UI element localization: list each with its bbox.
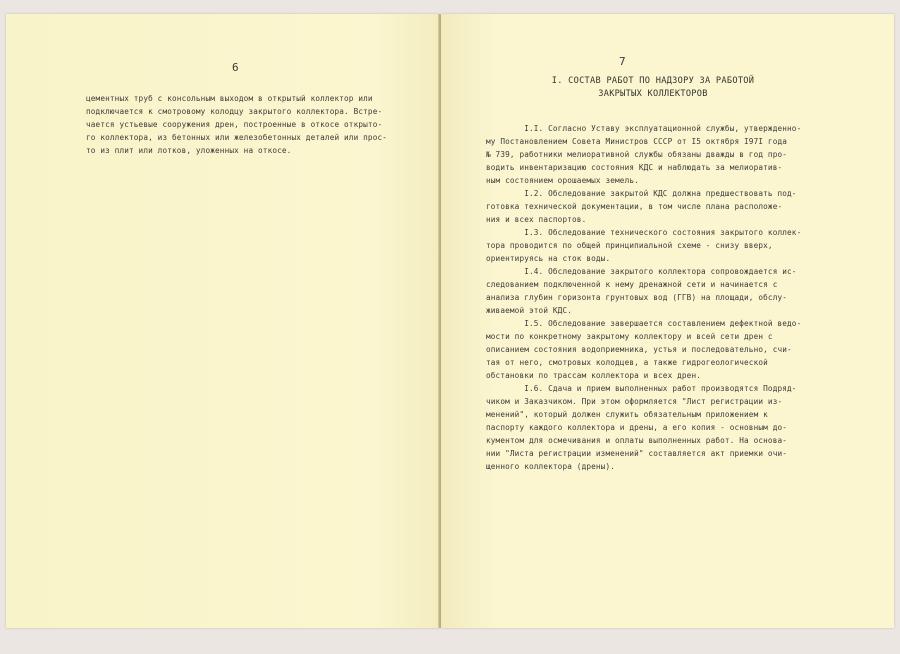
page-number-right: 7 <box>619 55 626 68</box>
section-heading-line-2: ЗАКРЫТЫХ КОЛЛЕКТОРОВ <box>598 89 708 99</box>
page-number-left: 6 <box>232 61 239 74</box>
left-page <box>6 14 439 628</box>
right-page-body-text: I.I. Согласно Уставу эксплуатационной службы, утвержденно- му Постановлением Совета Министров СССР от I5 октября I97I года № 739, работники мелиоративной службы обязаны дважды в год про- водить инвентаризацию состояния КДС и наблюдать за мелиоратив- ным состоянием орошаемых земель. I.2. Обследование закрытой КДС должна предшествовать под- готовка технической документации, в том числе плана расположе- ния и всех паспортов. I.3. Обследование технического состояния закрытого коллек- тора проводится по общей принципиальной схеме - снизу вверх, ориентируясь на сток воды. I.4. Обследование закрытого коллектора сопровождается ис- следованием подключенной к нему дренажной сети и начинается с анализа глубин горизонта грунтовых вод (ГГВ) на площади, обслу- живаемой этой КДС. I.5. Обследование завершается составлением дефектной ведо- мости по конкретному закрытому коллектору и всей сети дрен с описанием состояния водоприемника, устья и последовательно, счи- тая от него, смотровых колодцев, а также гидрогеологической обстановки по трассам коллектора и всех дрен. I.6. Сдача и прием выполненных работ производятся Подряд- чиком и Заказчиком. При этом оформляется "Лист регистрации из- менений", который должен служить обязательным приложением к паспорту каждого коллектора и дрены, а его копия - основным до- кументом для осмечивания и оплаты выполненных работ. На основа- нии "Листа регистрации изменений" составляется акт приемки очи- щенного коллектора (дрены). <box>486 124 802 471</box>
left-page-body-text: цементных труб с консольным выходом в открытый коллектор или подключается к смотровому колодцу закрытого коллектора. Встре- чается устьевые сооружения дрен, построенные в откосе открыто- го коллектора, из бетонных или железобетонных деталей или прос- то из плит или лотков, уложенных на откосе. <box>86 94 388 155</box>
right-page <box>441 14 894 628</box>
section-heading-line-1: I. СОСТАВ РАБОТ ПО НАДЗОРУ ЗА РАБОТОЙ <box>551 76 755 86</box>
